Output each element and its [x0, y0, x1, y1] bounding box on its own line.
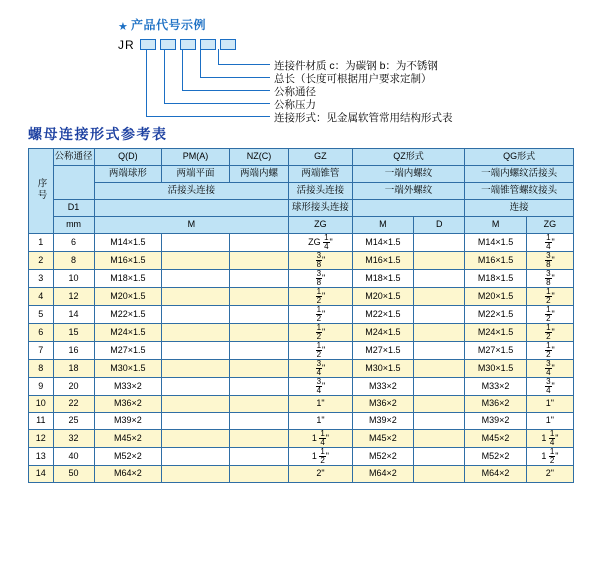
cell-qg-m: M16×1.5: [465, 252, 526, 270]
cell-index: 10: [29, 396, 54, 413]
cell-qg-m: M27×1.5: [465, 342, 526, 360]
cell-nominal-diameter: 16: [53, 342, 94, 360]
header-qz-outer-thread: 一端外螺纹: [352, 183, 465, 200]
cell-index: 13: [29, 448, 54, 466]
table-row: [29, 413, 574, 430]
header-gz-union: 活接头连接: [289, 183, 353, 200]
cell-nominal-diameter: 25: [53, 413, 94, 430]
header-group-nzc: NZ(C): [229, 149, 288, 166]
table-row: [29, 270, 574, 288]
code-segment-boxes: [140, 39, 236, 50]
code-segment: [220, 39, 236, 50]
cell-pma: [162, 288, 230, 306]
cell-index: 12: [29, 430, 54, 448]
cell-qz-d: [414, 360, 465, 378]
cell-qd: M39×2: [94, 413, 162, 430]
cell-nzc: [229, 252, 288, 270]
cell-index: 11: [29, 413, 54, 430]
cell-qg-m: M30×1.5: [465, 360, 526, 378]
leader-line-v2: [164, 49, 165, 103]
header-group-gz: GZ: [289, 149, 353, 166]
header-gz-sub: 两端锥管: [289, 166, 353, 183]
cell-gz: $\frac{1}{2}$ ": [289, 306, 353, 324]
cell-pma: [162, 324, 230, 342]
cell-qz-m: M18×1.5: [352, 270, 413, 288]
cell-nominal-diameter: 20: [53, 378, 94, 396]
cell-qz-m: M20×1.5: [352, 288, 413, 306]
header-index: 序号: [29, 149, 54, 234]
cell-nominal-diameter: 40: [53, 448, 94, 466]
cell-qg-m: M52×2: [465, 448, 526, 466]
table-header-row2: [29, 166, 574, 183]
cell-nzc: [229, 342, 288, 360]
cell-nzc: [229, 448, 288, 466]
cell-qz-m: M24×1.5: [352, 324, 413, 342]
leader-line-h3: [182, 90, 270, 91]
cell-qg-zg: 1 $\frac{1}{2}$ ": [526, 448, 573, 466]
cell-index: 6: [29, 324, 54, 342]
table-row: [29, 430, 574, 448]
cell-index: 4: [29, 288, 54, 306]
cell-qd: M52×2: [94, 448, 162, 466]
header-dn-blank: [53, 166, 94, 200]
cell-qd: M27×1.5: [94, 342, 162, 360]
cell-pma: [162, 448, 230, 466]
header-blank-left: [94, 200, 289, 217]
table-header-row5: [29, 217, 574, 234]
cell-nominal-diameter: 10: [53, 270, 94, 288]
cell-nzc: [229, 413, 288, 430]
cell-nominal-diameter: 8: [53, 252, 94, 270]
header-qg-connect: 连接: [465, 200, 574, 217]
cell-qz-m: M16×1.5: [352, 252, 413, 270]
diagram-label-nominal-diameter: 公称通径: [274, 86, 316, 98]
cell-qz-m: M52×2: [352, 448, 413, 466]
cell-nominal-diameter: 32: [53, 430, 94, 448]
table-row: [29, 396, 574, 413]
table-header-row: [29, 149, 574, 166]
header-qg-m: M: [465, 217, 526, 234]
table-header-row3: [29, 183, 574, 200]
cell-gz: $\frac{3}{8}$ ": [289, 270, 353, 288]
cell-qz-d: [414, 396, 465, 413]
table-row: [29, 288, 574, 306]
cell-qg-m: M24×1.5: [465, 324, 526, 342]
cell-qd: M30×1.5: [94, 360, 162, 378]
cell-nzc: [229, 378, 288, 396]
cell-qd: M33×2: [94, 378, 162, 396]
cell-nominal-diameter: 22: [53, 396, 94, 413]
cell-qz-m: M45×2: [352, 430, 413, 448]
cell-gz: $\frac{1}{2}$ ": [289, 324, 353, 342]
cell-pma: [162, 252, 230, 270]
cell-qz-m: M14×1.5: [352, 234, 413, 252]
cell-nominal-diameter: 15: [53, 324, 94, 342]
cell-qg-zg: $\frac{1}{4}$ ": [526, 234, 573, 252]
cell-nzc: [229, 234, 288, 252]
cell-index: 8: [29, 360, 54, 378]
cell-qd: M36×2: [94, 396, 162, 413]
header-group-qz: QZ形式: [352, 149, 465, 166]
table-row: [29, 360, 574, 378]
header-qg-taper-thread: 一端锥管螺纹接头: [465, 183, 574, 200]
header-pma-sub: 两端平面: [162, 166, 230, 183]
cell-index: 14: [29, 466, 54, 483]
cell-qz-m: M33×2: [352, 378, 413, 396]
header-qg-sub: 一端内螺纹活接头: [465, 166, 574, 183]
cell-qd: M64×2: [94, 466, 162, 483]
header-group-qd: Q(D): [94, 149, 162, 166]
cell-gz: $\frac{1}{2}$ ": [289, 342, 353, 360]
cell-qg-m: M20×1.5: [465, 288, 526, 306]
cell-gz: 1 $\frac{1}{2}$ ": [289, 448, 353, 466]
code-segment: [140, 39, 156, 50]
cell-qg-zg: $\frac{3}{8}$ ": [526, 252, 573, 270]
table-row: [29, 234, 574, 252]
cell-qz-d: [414, 342, 465, 360]
table-row: [29, 448, 574, 466]
header-qz-blank: [352, 200, 465, 217]
cell-qz-d: [414, 413, 465, 430]
cell-qd: M20×1.5: [94, 288, 162, 306]
cell-gz: 1": [289, 396, 353, 413]
cell-qg-zg: $\frac{3}{8}$ ": [526, 270, 573, 288]
header-qg-zg: ZG: [526, 217, 573, 234]
cell-qz-d: [414, 288, 465, 306]
header-unit-mm: mm: [53, 217, 94, 234]
cell-qz-m: M30×1.5: [352, 360, 413, 378]
cell-qd: M14×1.5: [94, 234, 162, 252]
cell-pma: [162, 342, 230, 360]
table-row: [29, 324, 574, 342]
table-row: [29, 342, 574, 360]
cell-qd: M24×1.5: [94, 324, 162, 342]
cell-index: 3: [29, 270, 54, 288]
leader-line-h1: [218, 64, 270, 65]
cell-qg-m: M36×2: [465, 396, 526, 413]
leader-line-h4: [164, 103, 270, 104]
header-qz-m: M: [352, 217, 413, 234]
cell-nzc: [229, 306, 288, 324]
cell-nzc: [229, 360, 288, 378]
cell-qz-d: [414, 252, 465, 270]
page-title: 螺母连接形式参考表: [28, 126, 168, 142]
cell-nzc: [229, 270, 288, 288]
cell-nzc: [229, 324, 288, 342]
cell-qz-d: [414, 270, 465, 288]
header-group-pma: PM(A): [162, 149, 230, 166]
cell-qd: M22×1.5: [94, 306, 162, 324]
cell-qg-m: M39×2: [465, 413, 526, 430]
header-qz-sub: 一端内螺纹: [352, 166, 465, 183]
cell-qg-zg: $\frac{1}{2}$ ": [526, 306, 573, 324]
cell-nzc: [229, 288, 288, 306]
cell-gz: $\frac{1}{2}$ ": [289, 288, 353, 306]
cell-index: 5: [29, 306, 54, 324]
table-row: [29, 378, 574, 396]
cell-qz-d: [414, 466, 465, 483]
cell-qz-m: M22×1.5: [352, 306, 413, 324]
star-icon: ★: [118, 21, 128, 33]
cell-qg-zg: 1 $\frac{1}{4}$ ": [526, 430, 573, 448]
leader-line-v5: [218, 49, 219, 64]
cell-qz-m: M36×2: [352, 396, 413, 413]
cell-qz-m: M27×1.5: [352, 342, 413, 360]
cell-qg-m: M14×1.5: [465, 234, 526, 252]
header-group-qg: QG形式: [465, 149, 574, 166]
leader-line-v3: [182, 49, 183, 90]
cell-qg-zg: $\frac{1}{2}$ ": [526, 324, 573, 342]
header-gz-ball-joint: 球形接头连接: [289, 200, 353, 217]
cell-qg-m: M18×1.5: [465, 270, 526, 288]
header-unit-zg: ZG: [289, 217, 353, 234]
cell-qg-zg: $\frac{1}{2}$ ": [526, 342, 573, 360]
cell-pma: [162, 396, 230, 413]
cell-qg-m: M22×1.5: [465, 306, 526, 324]
cell-nominal-diameter: 12: [53, 288, 94, 306]
cell-qz-d: [414, 324, 465, 342]
cell-qz-m: M64×2: [352, 466, 413, 483]
cell-qz-m: M39×2: [352, 413, 413, 430]
cell-pma: [162, 306, 230, 324]
nut-connection-table: [28, 148, 574, 483]
cell-qz-d: [414, 306, 465, 324]
cell-qg-m: M64×2: [465, 466, 526, 483]
cell-pma: [162, 430, 230, 448]
cell-index: 1: [29, 234, 54, 252]
header-left-union: 活接头连接: [94, 183, 289, 200]
cell-qz-d: [414, 378, 465, 396]
cell-qg-m: M33×2: [465, 378, 526, 396]
diagram-label-material: 连接件材质 c：为碳钢 b：为不锈钢: [274, 60, 438, 72]
cell-qg-zg: $\frac{3}{4}$ ": [526, 360, 573, 378]
cell-pma: [162, 378, 230, 396]
code-segment: [200, 39, 216, 50]
table-header-row4: [29, 200, 574, 217]
diagram-label-length: 总长（长度可根据用户要求定制）: [274, 73, 432, 85]
cell-qz-d: [414, 234, 465, 252]
leader-line-v4: [200, 49, 201, 77]
cell-qd: M18×1.5: [94, 270, 162, 288]
cell-gz: $\frac{3}{8}$ ": [289, 252, 353, 270]
header-qd-sub: 两端球形: [94, 166, 162, 183]
cell-qg-zg: 1": [526, 413, 573, 430]
header-d1: D1: [53, 200, 94, 217]
leader-line-v1: [146, 49, 147, 116]
header-unit-m: M: [94, 217, 289, 234]
cell-qg-zg: 1": [526, 396, 573, 413]
code-prefix: JR: [118, 38, 135, 52]
cell-gz: 2": [289, 466, 353, 483]
cell-index: 2: [29, 252, 54, 270]
cell-qd: M16×1.5: [94, 252, 162, 270]
header-nominal-diameter: 公称通径: [53, 149, 94, 166]
cell-index: 7: [29, 342, 54, 360]
cell-pma: [162, 466, 230, 483]
cell-gz: $\frac{3}{4}$ ": [289, 378, 353, 396]
diagram-title: 产品代号示例: [131, 18, 207, 32]
cell-qg-zg: $\frac{1}{2}$ ": [526, 288, 573, 306]
cell-qz-d: [414, 448, 465, 466]
cell-gz: 1 $\frac{1}{4}$ ": [289, 430, 353, 448]
cell-nominal-diameter: 50: [53, 466, 94, 483]
cell-pma: [162, 270, 230, 288]
diagram-label-nominal-pressure: 公称压力: [274, 99, 316, 111]
header-qz-d: D: [414, 217, 465, 234]
cell-pma: [162, 360, 230, 378]
cell-qg-zg: 2": [526, 466, 573, 483]
leader-line-h2: [200, 77, 270, 78]
cell-qz-d: [414, 430, 465, 448]
cell-nzc: [229, 396, 288, 413]
cell-pma: [162, 413, 230, 430]
cell-qg-zg: $\frac{3}{4}$ ": [526, 378, 573, 396]
diagram-label-connection-type: 连接形式：见金属软管常用结构形式表: [274, 112, 453, 124]
table-row: [29, 252, 574, 270]
cell-nominal-diameter: 6: [53, 234, 94, 252]
cell-gz: $\frac{3}{4}$ ": [289, 360, 353, 378]
leader-line-h5: [146, 116, 270, 117]
cell-nzc: [229, 466, 288, 483]
header-nzc-sub: 两端内螺: [229, 166, 288, 183]
cell-pma: [162, 234, 230, 252]
cell-nominal-diameter: 18: [53, 360, 94, 378]
table-row: [29, 466, 574, 483]
cell-gz: 1": [289, 413, 353, 430]
table-row: [29, 306, 574, 324]
cell-nominal-diameter: 14: [53, 306, 94, 324]
cell-nzc: [229, 430, 288, 448]
cell-qd: M45×2: [94, 430, 162, 448]
code-segment: [160, 39, 176, 50]
cell-index: 9: [29, 378, 54, 396]
product-code-diagram: [0, 0, 600, 124]
cell-gz: ZG $\frac{1}{4}$ ": [289, 234, 353, 252]
cell-qg-m: M45×2: [465, 430, 526, 448]
